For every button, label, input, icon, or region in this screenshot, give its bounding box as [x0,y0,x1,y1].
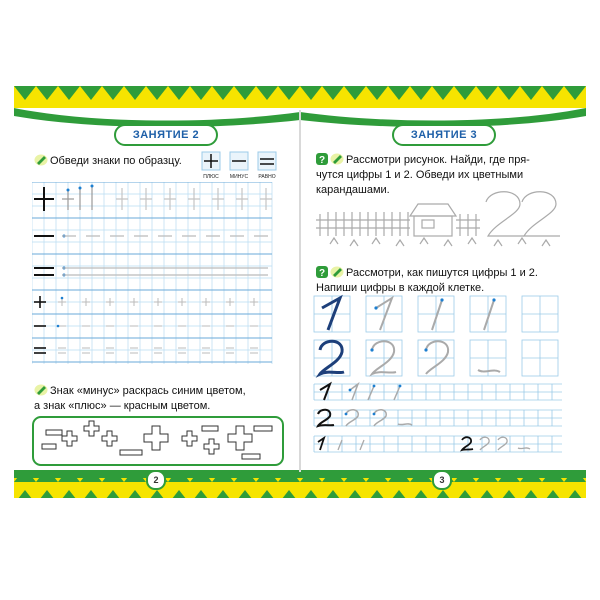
caption-plus: ПЛЮС [203,174,219,180]
pencil-icon [330,266,344,278]
digit-writing-grid [312,294,574,468]
pencil-icon [34,384,48,396]
pencil-icon [330,153,344,165]
task-find-digits-line3: карандашами. [316,184,390,196]
caption-minus: МИНУС [229,174,249,180]
svg-text:?: ? [318,155,326,165]
task-find-digits-line2: чутся цифры 1 и 2. Обведи их цветными [316,169,524,181]
tracing-grid [32,182,282,372]
question-icon [316,266,328,278]
caption-equals: РАВНО [258,174,276,180]
question-icon [316,153,328,165]
workbook-spread [14,86,586,498]
task-trace-signs: Обведи знаки по образцу. [50,155,182,167]
task-color-signs-line1: Знак «минус» раскрась синим цветом, [50,385,246,397]
page-number-right: 3 [432,470,452,490]
svg-text:?: ? [318,268,326,278]
task-color-signs-line2: а знак «плюс» — красным цветом. [34,400,211,412]
sample-signs [200,150,280,176]
lesson-title-right: ЗАНЯТИЕ 3 [392,124,496,146]
task-write-digits-line2: Напиши цифры в каждой клетке. [316,282,485,294]
task-find-digits-line1: Рассмотри рисунок. Найди, где пря- [346,154,530,166]
color-signs-box [32,416,284,468]
task-write-digits-line1: Рассмотри, как пишутся цифры 1 и 2. [346,267,538,279]
lesson-title-left: ЗАНЯТИЕ 2 [114,124,218,146]
pencil-icon [34,154,48,166]
hidden-digits-picture [310,178,568,258]
page-number-left: 2 [146,470,166,490]
